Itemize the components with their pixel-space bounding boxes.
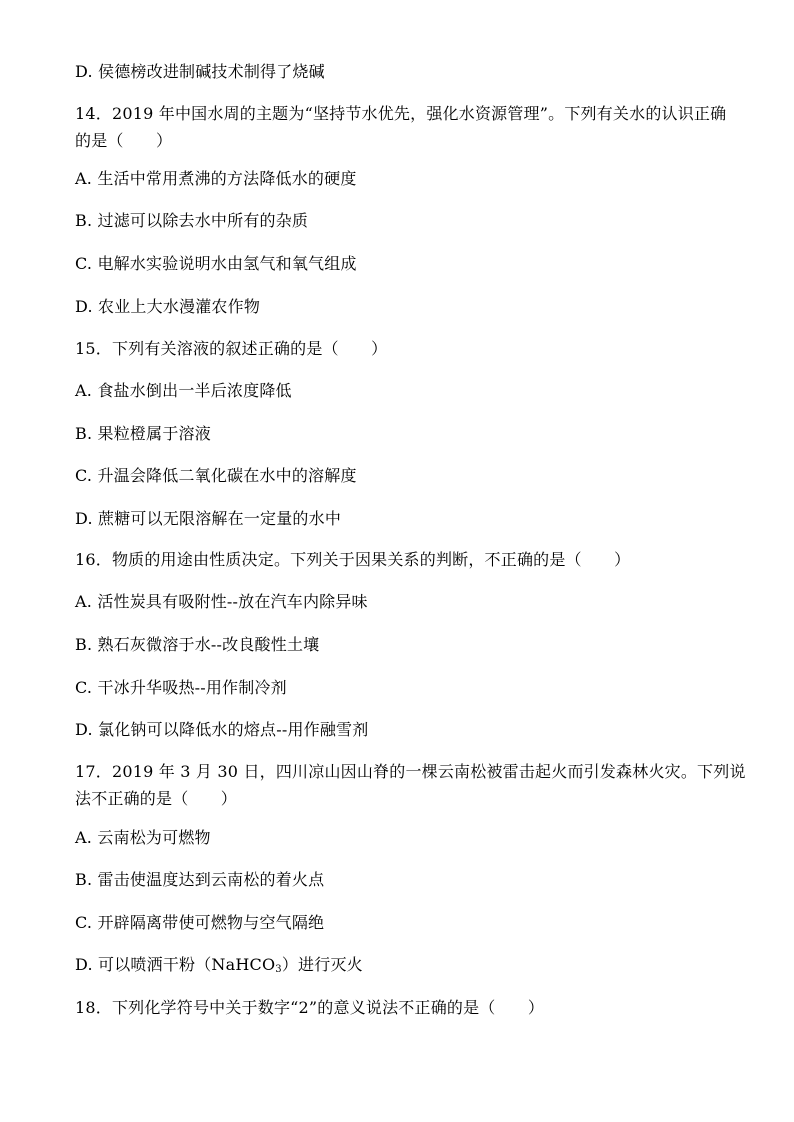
q14-option-b: B. 过滤可以除去水中所有的杂质 — [75, 211, 309, 230]
q17-option-d — [75, 955, 735, 975]
q17-stem-line-2: 法不正确的是（ ） — [75, 789, 238, 808]
q15-stem: 15．下列有关溶液的叙述正确的是（ ） — [75, 339, 388, 358]
q17-option-d-subscript: 3 — [275, 964, 282, 975]
q15-option-b: B. 果粒橙属于溶液 — [75, 424, 211, 443]
q16-option-a: A. 活性炭具有吸附性--放在汽车内除异味 — [75, 592, 368, 611]
q14-stem-line-1: 14．2019 年中国水周的主题为“坚持节水优先，强化水资源管理”。下列有关水的认识正确 — [75, 104, 727, 123]
q17-option-a: A. 云南松为可燃物 — [75, 828, 211, 847]
q14-stem-line-2: 的是（ ） — [75, 131, 173, 150]
q18-stem: 18．下列化学符号中关于数字“2”的意义说法不正确的是（ ） — [75, 998, 545, 1017]
q17-stem-line-1: 17．2019 年 3 月 30 日，四川凉山因山脊的一棵云南松被雷击起火而引发森林火灾。下列说 — [75, 762, 746, 781]
q16-option-c: C. 干冰升华吸热--用作制冷剂 — [75, 678, 287, 697]
q13-option-d: D. 侯德榜改进制碱技术制得了烧碱 — [75, 62, 325, 81]
q15-option-a: A. 食盐水倒出一半后浓度降低 — [75, 381, 292, 400]
q17-option-d-text-post: ）进行灭火 — [281, 955, 363, 974]
q15-option-c: C. 升温会降低二氧化碳在水中的溶解度 — [75, 466, 357, 485]
q16-stem: 16．物质的用途由性质决定。下列关于因果关系的判断，不正确的是（ ） — [75, 550, 631, 569]
q17-option-c: C. 开辟隔离带使可燃物与空气隔绝 — [75, 913, 325, 932]
q16-option-b: B. 熟石灰微溶于水--改良酸性土壤 — [75, 635, 320, 654]
q15-option-d: D. 蔗糖可以无限溶解在一定量的水中 — [75, 509, 342, 528]
q16-option-d: D. 氯化钠可以降低水的熔点--用作融雪剂 — [75, 720, 369, 739]
q14-option-a: A. 生活中常用煮沸的方法降低水的硬度 — [75, 169, 357, 188]
q14-option-c: C. 电解水实验说明水由氢气和氧气组成 — [75, 254, 357, 273]
q14-option-d: D. 农业上大水漫灌农作物 — [75, 297, 261, 316]
q17-option-d-text-pre: D. 可以喷洒干粉（NaHCO — [75, 955, 276, 974]
q17-option-b: B. 雷击使温度达到云南松的着火点 — [75, 870, 325, 889]
